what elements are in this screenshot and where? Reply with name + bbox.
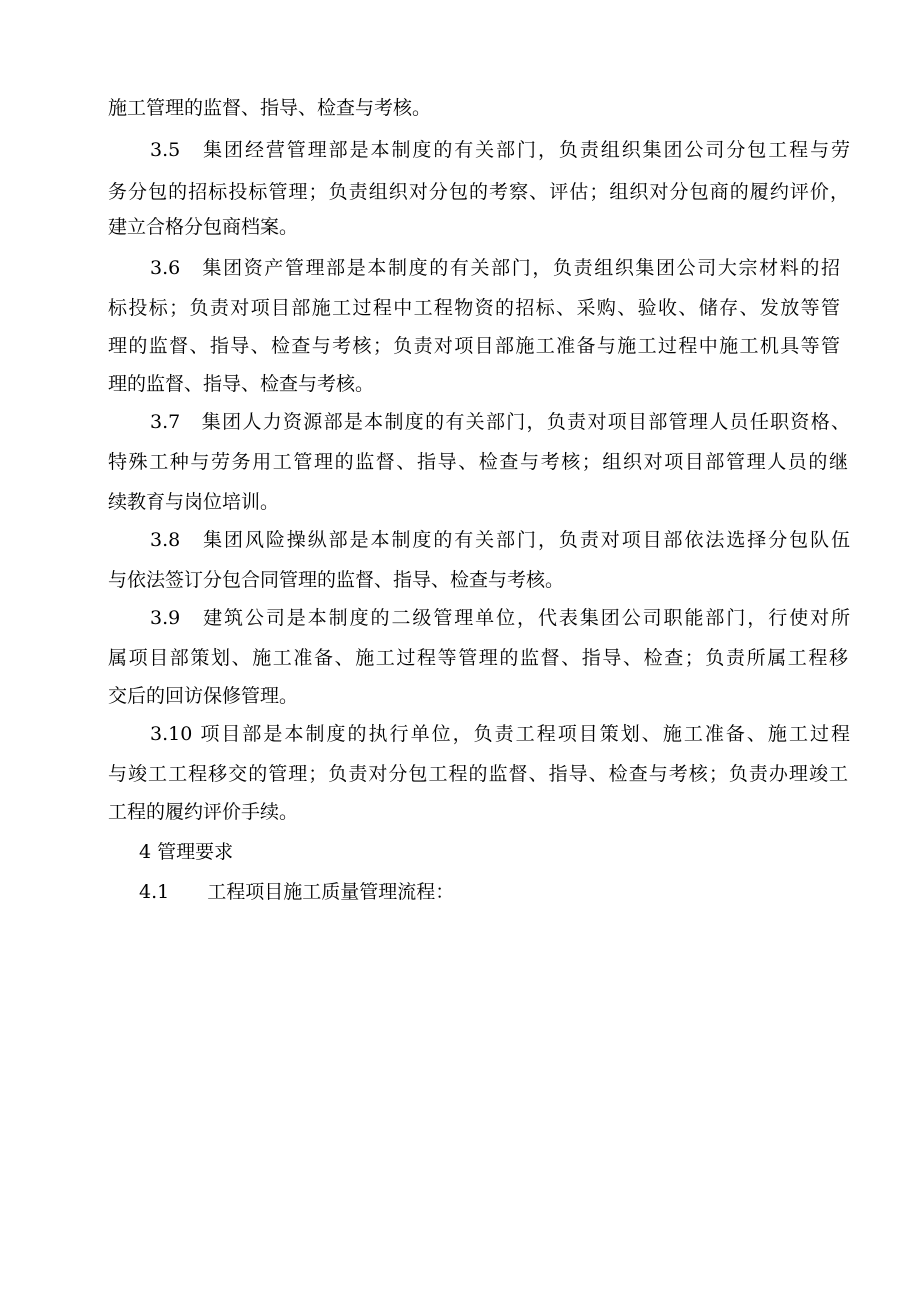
text-line: 属项目部策划、施工准备、施工过程等管理的监督、指导、检查；负责所属工程移 bbox=[108, 647, 848, 669]
clause-3-8: 3.8 集团风险操纵部是本制度的有关部门，负责对项目部依法选择分包队伍 bbox=[150, 529, 850, 551]
text-line: 与依法签订分包合同管理的监督、指导、检查与考核。 bbox=[108, 569, 565, 591]
text-line: 续教育与岗位培训。 bbox=[108, 491, 280, 513]
clause-3-6: 3.6 集团资产管理部是本制度的有关部门，负责组织集团公司大宗材料的招 bbox=[150, 257, 840, 279]
clause-4-1: 4.1 工程项目施工质量管理流程： bbox=[139, 881, 455, 903]
clause-3-10: 3.10 项目部是本制度的执行单位，负责工程项目策划、施工准备、施工过程 bbox=[150, 723, 850, 745]
text-line: 务分包的招标投标管理；负责组织对分包的考察、评估；组织对分包商的履约评价， bbox=[108, 181, 849, 203]
text-line: 与竣工工程移交的管理；负责对分包工程的监督、指导、检查与考核；负责办理竣工 bbox=[108, 763, 848, 785]
text-line: 标投标；负责对项目部施工过程中工程物资的招标、采购、验收、储存、发放等管 bbox=[108, 297, 840, 319]
text-line: 施工管理的监督、指导、检查与考核。 bbox=[108, 97, 432, 119]
text-line: 特殊工种与劳务用工管理的监督、指导、检查与考核；组织对项目部管理人员的继 bbox=[108, 451, 848, 473]
text-line: 交后的回访保修管理。 bbox=[108, 685, 299, 707]
text-line: 理的监督、指导、检查与考核。 bbox=[108, 373, 375, 395]
text-line: 建立合格分包商档案。 bbox=[108, 216, 299, 238]
text-line: 工程的履约评价手续。 bbox=[108, 801, 299, 823]
clause-3-7: 3.7 集团人力资源部是本制度的有关部门，负责对项目部管理人员任职资格、 bbox=[150, 411, 850, 433]
clause-3-9: 3.9 建筑公司是本制度的二级管理单位，代表集团公司职能部门，行使对所 bbox=[150, 607, 850, 629]
text-line: 理的监督、指导、检查与考核；负责对项目部施工准备与施工过程中施工机具等管 bbox=[108, 335, 840, 357]
clause-3-5: 3.5 集团经营管理部是本制度的有关部门，负责组织集团公司分包工程与劳 bbox=[150, 139, 850, 161]
section-heading-4: 4 管理要求 bbox=[139, 841, 234, 863]
